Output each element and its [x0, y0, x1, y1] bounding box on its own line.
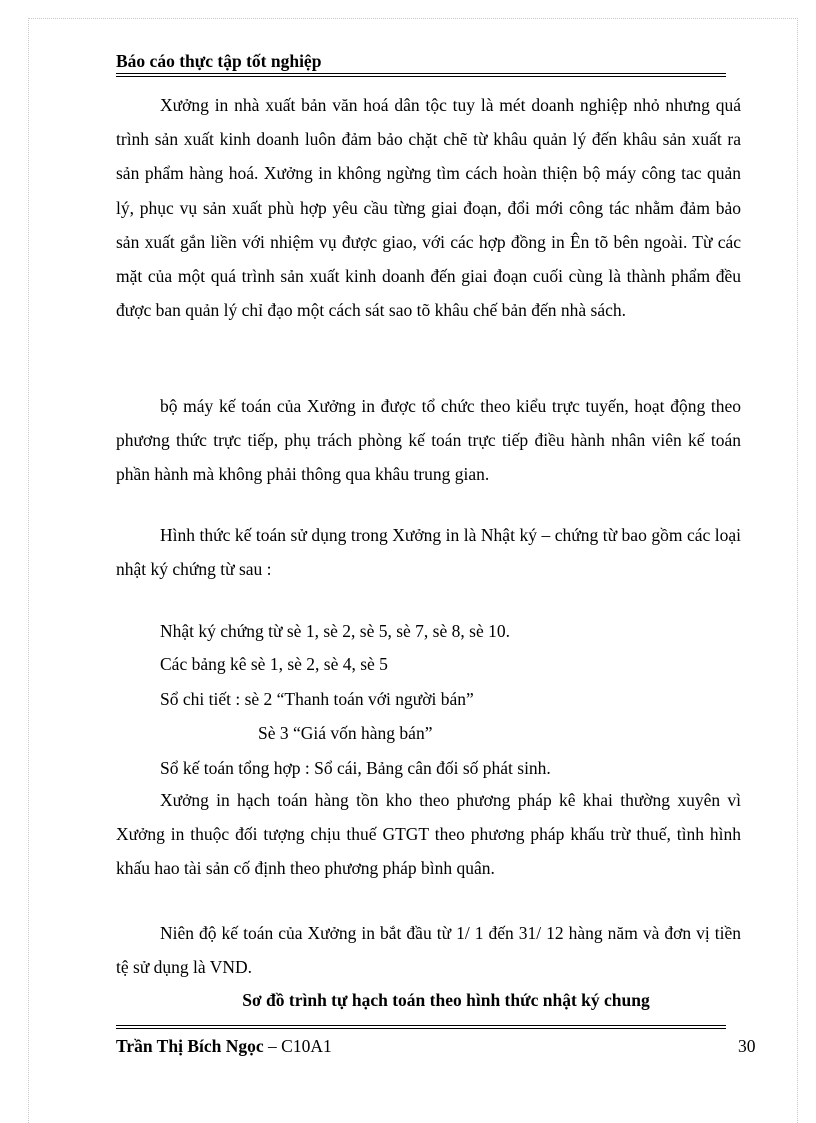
paragraph-fiscal-year: Niên độ kế toán của Xưởng in bắt đầu từ 1/ 1 đến 31/ 12 hàng năm và đơn vị tiền tệ sử dụng là VND. [116, 923, 741, 978]
paragraph-inventory-method: Xưởng in hạch toán hàng tồn kho theo phương pháp kê khai thường xuyên vì Xưởng in thuộc đối tượng chịu thuế GTGT theo phương pháp khấu trừ thuế, tình hình khấu hao tài sản cố định theo phương pháp bình quân. [116, 790, 741, 879]
author-name: Trần Thị Bích Ngọc [116, 1036, 264, 1056]
list-item-statements: Các bảng kê sè 1, sè 2, sè 4, sè 5 [160, 654, 388, 674]
list-item-journal-vouchers: Nhật ký chứng từ sè 1, sè 2, sè 5, sè 7, sè 8, sè 10. [160, 621, 510, 641]
header-rule [116, 76, 726, 77]
header-rule [116, 73, 726, 74]
paragraph-accounting-structure: bộ máy kế toán của Xưởng in được tổ chức theo kiểu trực tuyến, hoạt động theo phương thức trực tiếp, phụ trách phòng kế toán trực tiếp điều hành nhân viên kế toán phần hành mà không phải thông qua khâu trung gian. [116, 396, 741, 485]
list-item-detail-ledger-cont: Sè 3 “Giá vốn hàng bán” [258, 723, 433, 743]
footer-author [116, 1034, 332, 1058]
footer-rule [116, 1025, 726, 1026]
footer-rule [116, 1028, 726, 1029]
page-number: 30 [738, 1036, 756, 1056]
list-item-general-ledger: Sổ kế toán tổng hợp : Sổ cái, Bảng cân đối số phát sinh. [160, 758, 551, 778]
diagram-heading: Sơ đồ trình tự hạch toán theo hình thức nhật ký chung [242, 990, 650, 1010]
paragraph-workshop-overview: Xưởng in nhà xuất bản văn hoá dân tộc tuy là mét doanh nghiệp nhỏ nhưng quá trình sản xuất kinh doanh luôn đảm bảo chặt chẽ từ khâu quản lý đến khâu sản xuất ra sản phẩm hàng hoá. Xưởng in không ngừng tìm cách hoàn thiện bộ máy công tac quản lý, phục vụ sản xuất phù hợp yêu cầu từng giai đoạn, đổi mới công tác nhằm đảm bảo sản xuất gắn liền với nhiệm vụ được giao, với các hợp đồng in Ên tõ bên ngoài. Từ các mặt của một quá trình sản xuất kinh doanh đến giai đoạn cuối cùng là thành phẩm đều được ban quản lý chỉ đạo một cách sát sao tõ khâu chế bản đến nhà sách. [116, 95, 741, 321]
paragraph-accounting-form: Hình thức kế toán sử dụng trong Xưởng in là Nhật ký – chứng từ bao gồm các loại nhật ký chứng từ sau : [116, 525, 741, 580]
page-header-title: Báo cáo thực tập tốt nghiệp [116, 51, 322, 71]
author-class: – C10A1 [263, 1036, 332, 1056]
list-item-detail-ledger: Sổ chi tiết : sè 2 “Thanh toán với người bán” [160, 689, 474, 709]
